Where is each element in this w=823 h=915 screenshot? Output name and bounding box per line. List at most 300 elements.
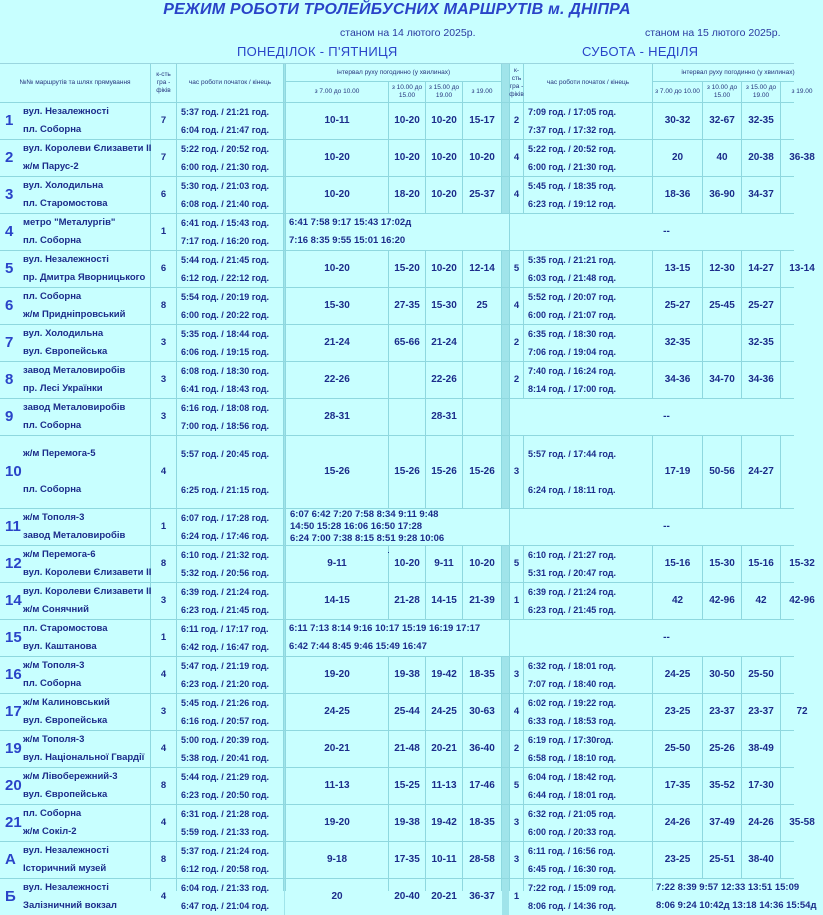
weekday-interval-2: 15-25 — [389, 768, 425, 804]
route-stops — [23, 842, 109, 878]
weekend-interval-4: 36-38 — [781, 140, 823, 176]
section-gap — [502, 325, 509, 361]
weekend-interval-2: 34-70 — [703, 362, 741, 398]
header-weekend-count: к-сть гра - фіків — [510, 64, 523, 102]
weekend-interval-1: 15-16 — [653, 546, 702, 582]
route-number: 7 — [5, 334, 14, 351]
route-stop-end: пл. Соборна — [23, 124, 82, 135]
weekday-interval-3: 10-20 — [426, 103, 462, 139]
route-number: 14 — [5, 592, 22, 609]
weekday-time-second: 6:47 год. / 21:04 год. — [181, 901, 269, 911]
route-number: 3 — [5, 186, 14, 203]
weekday-interval-1: 10-20 — [286, 177, 388, 213]
row-spacer — [284, 694, 285, 730]
route-stops — [23, 288, 125, 324]
section-gap — [502, 768, 509, 804]
route-cell — [0, 805, 150, 841]
weekday-time-first: 5:44 год. / 21:45 год. — [181, 255, 269, 265]
route-number: 1 — [5, 112, 14, 129]
weekend-interval-4: 13-14 — [781, 251, 823, 287]
weekend-times — [524, 657, 652, 693]
route-number: 6 — [5, 297, 14, 314]
weekday-interval-3: 20-21 — [426, 731, 462, 767]
weekday-interval-1: 24-25 — [286, 694, 388, 730]
weekday-interval-2: 21-28 — [389, 583, 425, 619]
weekend-times — [524, 583, 652, 619]
weekday-time-first: 5:57 год. / 20:45 год. — [181, 449, 269, 459]
header-weekend-slot-3: з 15.00 до 19.00 — [742, 82, 780, 102]
weekday-interval-4: 15-17 — [463, 103, 501, 139]
route-number: 16 — [5, 666, 22, 683]
weekday-time-second: 6:42 год. / 16:47 год. — [181, 642, 269, 652]
weekend-interval-2: 25-51 — [703, 842, 741, 878]
weekday-asof-date: станом на 14 лютого 2025р. — [340, 27, 476, 39]
weekday-count: 3 — [151, 583, 176, 619]
weekday-interval-4: 17-46 — [463, 768, 501, 804]
route-stop-end: ж/м Придніпровський — [23, 309, 126, 320]
weekday-interval-2: 20-40 — [389, 879, 425, 915]
weekday-interval-1: 11-13 — [286, 768, 388, 804]
weekday-time-first: 5:37 год. / 21:24 год. — [181, 846, 269, 856]
weekday-interval-2: 15-20 — [389, 251, 425, 287]
weekday-time-second: 6:41 год. / 18:43 год. — [181, 384, 269, 394]
route-stop-start: ж/м Тополя-3 — [23, 660, 85, 671]
weekend-times — [524, 879, 652, 915]
route-stop-end: ж/м Сонячний — [23, 604, 89, 615]
weekday-time-second: 6:06 год. / 19:15 год. — [181, 347, 269, 357]
weekday-times — [177, 251, 283, 287]
weekday-times — [177, 694, 283, 730]
weekday-interval-4: 10-20 — [463, 140, 501, 176]
weekend-no-service: -- — [510, 509, 823, 545]
route-stop-end: вул. Європейська — [23, 715, 108, 726]
weekend-interval-3: 14-27 — [742, 251, 780, 287]
row-spacer — [284, 214, 285, 250]
weekday-interval-3: 19-42 — [426, 657, 462, 693]
weekend-time-second: 6:23 год. / 21:45 год. — [528, 605, 616, 615]
weekend-time-first: 7:09 год. / 17:05 год. — [528, 107, 616, 117]
weekday-interval-4: 10-20 — [463, 546, 501, 582]
weekday-interval-1: 15-30 — [286, 288, 388, 324]
weekend-count: 4 — [510, 177, 523, 213]
row-spacer — [284, 657, 285, 693]
weekday-interval-3: 10-11 — [426, 842, 462, 878]
weekday-interval-3: 10-20 — [426, 177, 462, 213]
weekend-time-second: 6:00 год. / 20:33 год. — [528, 827, 616, 837]
route-cell — [0, 251, 150, 287]
weekend-interval-3: 15-16 — [742, 546, 780, 582]
weekday-interval-1: 9-11 — [286, 546, 388, 582]
weekend-time-second: 7:37 год. / 17:32 год. — [528, 125, 616, 135]
header-weekday-slot-3: з 15.00 до 19.00 — [426, 82, 462, 102]
route-stop-end: вул. Національної Гвардії — [23, 752, 145, 763]
route-number: 20 — [5, 777, 22, 794]
weekend-count: 4 — [510, 140, 523, 176]
weekend-interval-2: 15-30 — [703, 546, 741, 582]
section-gap — [502, 731, 509, 767]
weekend-times — [524, 805, 652, 841]
weekday-count: 8 — [151, 842, 176, 878]
schedule-table — [0, 64, 817, 911]
section-gap — [502, 140, 509, 176]
weekend-times — [524, 251, 652, 287]
weekday-interval-4: 36-37 — [463, 879, 501, 915]
weekend-time-second: 5:31 год. / 20:47 год. — [528, 568, 616, 578]
weekday-count: 7 — [151, 140, 176, 176]
weekday-count: 3 — [151, 325, 176, 361]
weekday-interval-4: 12-14 — [463, 251, 501, 287]
weekday-time-second: 5:59 год. / 21:33 год. — [181, 827, 269, 837]
route-stop-start: ж/м Тополя-3 — [23, 512, 85, 523]
weekday-interval-3: 20-21 — [426, 879, 462, 915]
weekday-interval-2: 19-38 — [389, 657, 425, 693]
weekday-departure-line: 7:16 8:35 9:55 15:01 16:20 — [289, 235, 406, 246]
weekday-interval-3: 11-13 — [426, 768, 462, 804]
weekday-count: 4 — [151, 731, 176, 767]
section-gap — [502, 879, 509, 915]
weekend-interval-3: 38-49 — [742, 731, 780, 767]
weekday-departure-line: 6:07 6:42 7:20 7:58 8:34 9:11 9:48 — [290, 509, 439, 520]
weekend-times — [524, 842, 652, 878]
route-stop-start: вул. Незалежності — [23, 882, 109, 893]
weekday-times — [177, 842, 283, 878]
weekday-time-first: 6:07 год. / 17:28 год. — [181, 513, 269, 523]
weekend-times — [524, 731, 652, 767]
weekday-time-second: 7:00 год. / 18:56 год. — [181, 421, 269, 431]
header-weekday-count: к-сть гра - фіків — [151, 64, 176, 102]
route-stops — [23, 214, 115, 250]
weekend-interval-3: 17-30 — [742, 768, 780, 804]
weekend-interval-4 — [781, 436, 823, 508]
weekday-times — [177, 731, 283, 767]
weekend-time-first: 6:32 год. / 21:05 год. — [528, 809, 616, 819]
row-spacer — [284, 362, 285, 398]
weekend-times — [524, 325, 652, 361]
weekend-interval-3: 25-27 — [742, 288, 780, 324]
weekday-departure-line: 6:42 7:44 8:45 9:46 15:49 16:47 — [289, 641, 427, 652]
row-spacer — [284, 288, 285, 324]
weekend-time-second: 7:06 год. / 19:04 год. — [528, 347, 616, 357]
weekend-interval-1: 17-19 — [653, 436, 702, 508]
header-weekend-slot-2: з 10.00 до 15.00 — [703, 82, 741, 102]
weekend-count: 5 — [510, 768, 523, 804]
weekday-count: 3 — [151, 399, 176, 435]
row-spacer — [284, 177, 285, 213]
header-weekend-slot-1: з 7.00 до 10.00 — [653, 82, 702, 102]
route-stop-end: вул. Європейська — [23, 346, 108, 357]
row-spacer — [284, 805, 285, 841]
route-stops — [23, 583, 151, 619]
route-cell — [0, 214, 150, 250]
route-stop-start: завод Металовиробів — [23, 402, 126, 413]
weekday-time-first: 6:16 год. / 18:08 год. — [181, 403, 269, 413]
section-gap — [502, 103, 509, 139]
header-route: №№ маршрутів та шлях прямування — [0, 64, 150, 102]
weekend-times — [524, 140, 652, 176]
weekday-time-second: 6:08 год. / 21:40 год. — [181, 199, 269, 209]
weekend-interval-4 — [781, 731, 823, 767]
weekend-no-service: -- — [510, 620, 823, 656]
weekday-times — [177, 214, 283, 250]
weekend-time-second: 6:00 год. / 21:30 год. — [528, 162, 616, 172]
weekday-time-second: 6:12 год. / 20:58 год. — [181, 864, 269, 874]
route-cell — [0, 583, 150, 619]
route-cell — [0, 325, 150, 361]
route-stop-end: пр. Лесі Українки — [23, 383, 103, 394]
weekend-count: 1 — [510, 879, 523, 915]
weekend-interval-2: 30-50 — [703, 657, 741, 693]
weekend-times — [524, 694, 652, 730]
weekend-interval-3: 24-26 — [742, 805, 780, 841]
weekend-count: 3 — [510, 842, 523, 878]
weekend-interval-1: 13-15 — [653, 251, 702, 287]
weekday-interval-2: 25-44 — [389, 694, 425, 730]
weekday-section-label: ПОНЕДІЛОК - П'ЯТНИЦЯ — [237, 44, 398, 59]
route-cell — [0, 362, 150, 398]
route-cell — [0, 694, 150, 730]
weekday-time-first: 5:35 год. / 18:44 год. — [181, 329, 269, 339]
section-gap — [502, 177, 509, 213]
section-gap — [502, 436, 509, 508]
route-number: 9 — [5, 408, 14, 425]
weekend-times — [524, 288, 652, 324]
weekday-departure-line: 14:50 15:28 16:06 16:50 17:28 — [290, 521, 423, 532]
weekday-time-second: 6:23 год. / 21:45 год. — [181, 605, 269, 615]
route-number: 17 — [5, 703, 22, 720]
row-spacer — [284, 325, 285, 361]
weekend-interval-1: 20 — [653, 140, 702, 176]
row-spacer — [284, 731, 285, 767]
header-weekday-slot-1: з 7.00 до 10.00 — [286, 82, 388, 102]
weekday-interval-2: 10-20 — [389, 546, 425, 582]
weekend-time-first: 6:11 год. / 16:56 год. — [528, 846, 616, 856]
weekend-interval-3: 24-27 — [742, 436, 780, 508]
route-number: 4 — [5, 223, 14, 240]
weekday-count: 4 — [151, 879, 176, 915]
weekend-interval-2: 23-37 — [703, 694, 741, 730]
weekend-time-first: 6:19 год. / 17:30год. — [528, 735, 614, 745]
weekday-time-second: 7:17 год. / 16:20 год. — [181, 236, 269, 246]
weekday-times — [177, 805, 283, 841]
route-stops — [23, 436, 96, 508]
row-spacer — [284, 583, 285, 619]
route-cell — [0, 879, 150, 915]
weekday-interval-2: 10-20 — [389, 103, 425, 139]
weekend-count: 2 — [510, 325, 523, 361]
weekend-count: 4 — [510, 288, 523, 324]
weekend-time-second: 6:33 год. / 18:53 год. — [528, 716, 616, 726]
route-stop-end: вул. Королеви Єлизавети II — [23, 567, 152, 578]
weekend-interval-3: 34-37 — [742, 177, 780, 213]
weekday-time-first: 5:30 год. / 21:03 год. — [181, 181, 269, 191]
page-title: РЕЖИМ РОБОТИ ТРОЛЕЙБУСНИХ МАРШРУТІВ м. ДНІПРА — [163, 1, 631, 18]
route-cell — [0, 768, 150, 804]
weekday-time-first: 5:22 год. / 20:52 год. — [181, 144, 269, 154]
route-stops — [23, 620, 108, 656]
route-stops — [23, 177, 108, 213]
header-weekend-time: час роботи початок / кінець — [524, 64, 652, 102]
weekday-interval-3: 10-20 — [426, 140, 462, 176]
route-stop-start: пл. Соборна — [23, 291, 82, 302]
route-stop-start: ж/м Калиновський — [23, 697, 110, 708]
row-spacer — [284, 140, 285, 176]
weekday-time-second: 6:25 год. / 21:15 год. — [181, 485, 269, 495]
route-stop-start: ж/м Перемога-6 — [23, 549, 96, 560]
route-stops — [23, 768, 118, 804]
route-stop-start: ж/м Лівобережний-3 — [23, 771, 118, 782]
section-gap — [502, 805, 509, 841]
section-gap — [502, 842, 509, 878]
route-stop-end: пр. Дмитра Яворницького — [23, 272, 146, 283]
weekend-times — [524, 177, 652, 213]
weekend-time-first: 6:32 год. / 18:01 год. — [528, 661, 616, 671]
weekend-count: 5 — [510, 251, 523, 287]
header-weekday-interval: інтервал руху погодинно (у хвилинах) — [286, 64, 501, 81]
route-stop-start: вул. Незалежності — [23, 106, 109, 117]
weekday-time-second: 5:32 год. / 20:56 год. — [181, 568, 269, 578]
weekday-interval-2: 10-20 — [389, 140, 425, 176]
weekday-time-second: 6:24 год. / 17:46 год. — [181, 531, 269, 541]
weekend-interval-4 — [781, 325, 823, 361]
section-gap — [502, 64, 509, 102]
weekend-interval-4 — [781, 768, 823, 804]
weekday-time-second: 6:00 год. / 20:22 год. — [181, 310, 269, 320]
weekend-interval-1: 23-25 — [653, 842, 702, 878]
route-number: А — [5, 851, 16, 868]
weekday-count: 6 — [151, 251, 176, 287]
weekday-time-first: 5:54 год. / 20:19 год. — [181, 292, 269, 302]
route-number: 10 — [5, 463, 22, 480]
weekend-interval-1: 17-35 — [653, 768, 702, 804]
route-stops — [23, 879, 117, 915]
route-stop-start: завод Металовиробів — [23, 365, 126, 376]
weekday-times — [177, 436, 283, 508]
route-stops — [23, 546, 151, 582]
weekend-interval-4 — [781, 842, 823, 878]
weekday-count: 1 — [151, 214, 176, 250]
weekend-count: 3 — [510, 657, 523, 693]
route-cell — [0, 140, 150, 176]
route-stop-start: пл. Соборна — [23, 808, 82, 819]
weekday-count: 3 — [151, 694, 176, 730]
route-stops — [23, 694, 110, 730]
weekend-interval-2: 42-96 — [703, 583, 741, 619]
header-weekend-slot-4: з 19.00 — [781, 82, 823, 102]
weekday-interval-1: 22-26 — [286, 362, 388, 398]
weekday-count: 7 — [151, 103, 176, 139]
weekend-interval-1: 25-27 — [653, 288, 702, 324]
weekday-interval-1: 10-20 — [286, 251, 388, 287]
weekday-time-first: 6:39 год. / 21:24 год. — [181, 587, 269, 597]
weekday-times — [177, 325, 283, 361]
weekend-interval-2: 36-90 — [703, 177, 741, 213]
weekday-count: 8 — [151, 768, 176, 804]
weekday-interval-4 — [463, 399, 501, 435]
weekend-time-second: 6:24 год. / 18:11 год. — [528, 485, 616, 495]
route-number: 21 — [5, 814, 22, 831]
weekday-time-second: 6:04 год. / 21:47 год. — [181, 125, 269, 135]
route-cell — [0, 436, 150, 508]
route-stop-start: вул. Незалежності — [23, 845, 109, 856]
weekend-times — [524, 103, 652, 139]
weekday-interval-2 — [389, 399, 425, 435]
weekday-interval-1: 15-26 — [286, 436, 388, 508]
weekday-time-first: 5:47 год. / 21:19 год. — [181, 661, 269, 671]
weekend-interval-2: 25-26 — [703, 731, 741, 767]
weekday-times — [177, 288, 283, 324]
weekday-interval-1: 19-20 — [286, 657, 388, 693]
weekday-interval-1: 20-21 — [286, 731, 388, 767]
weekday-time-second: 6:16 год. / 20:57 год. — [181, 716, 269, 726]
route-stops — [23, 509, 125, 545]
weekday-interval-3: 15-30 — [426, 288, 462, 324]
weekend-interval-4: 35-58 — [781, 805, 823, 841]
weekday-departure-line: 6:24 7:00 7:38 8:15 8:51 9:28 10:06 — [290, 533, 445, 544]
weekend-section-label: СУБОТА - НЕДІЛЯ — [582, 44, 699, 59]
weekday-count: 3 — [151, 362, 176, 398]
weekday-interval-1: 21-24 — [286, 325, 388, 361]
route-stop-start: ж/м Перемога-5 — [23, 448, 96, 459]
route-cell — [0, 657, 150, 693]
weekday-time-first: 5:44 год. / 21:29 год. — [181, 772, 269, 782]
weekend-interval-1: 32-35 — [653, 325, 702, 361]
row-spacer — [284, 546, 285, 582]
row-spacer — [284, 620, 285, 656]
route-cell — [0, 177, 150, 213]
weekday-interval-1: 14-15 — [286, 583, 388, 619]
route-stop-start: вул. Холодильна — [23, 328, 104, 339]
weekday-time-second: 6:00 год. / 21:30 год. — [181, 162, 269, 172]
weekend-time-first: 5:22 год. / 20:52 год. — [528, 144, 616, 154]
route-stop-end: пл. Соборна — [23, 235, 82, 246]
weekend-interval-3: 23-37 — [742, 694, 780, 730]
weekday-count: 8 — [151, 546, 176, 582]
weekend-time-first: 5:52 год. / 20:07 год. — [528, 292, 616, 302]
weekday-interval-1: 10-11 — [286, 103, 388, 139]
header-weekday-slot-4: з 19.00 — [463, 82, 501, 102]
section-gap — [502, 399, 509, 435]
weekend-time-second: 6:00 год. / 21:07 год. — [528, 310, 616, 320]
route-stop-start: ж/м Тополя-3 — [23, 734, 85, 745]
weekend-interval-4 — [781, 362, 823, 398]
weekend-times — [524, 768, 652, 804]
weekday-count: 4 — [151, 436, 176, 508]
weekend-times — [524, 546, 652, 582]
route-number: 12 — [5, 555, 22, 572]
weekday-interval-2: 17-35 — [389, 842, 425, 878]
weekend-interval-4 — [781, 288, 823, 324]
weekend-interval-3: 38-40 — [742, 842, 780, 878]
weekend-time-first: 6:35 год. / 18:30 год. — [528, 329, 616, 339]
weekday-interval-2: 65-66 — [389, 325, 425, 361]
weekday-time-first: 5:37 год. / 21:21 год. — [181, 107, 269, 117]
weekday-interval-4: 25 — [463, 288, 501, 324]
weekend-interval-1: 24-26 — [653, 805, 702, 841]
route-stop-start: пл. Старомостова — [23, 623, 108, 634]
route-stop-end: пл. Соборна — [23, 420, 82, 431]
weekday-interval-1: 10-20 — [286, 140, 388, 176]
weekend-interval-4 — [781, 177, 823, 213]
route-number: 19 — [5, 740, 22, 757]
weekday-time-first: 6:04 год. / 21:33 год. — [181, 883, 269, 893]
section-gap — [502, 694, 509, 730]
weekday-count: 1 — [151, 620, 176, 656]
section-gap — [502, 288, 509, 324]
header-weekday-time: час роботи початок / кінець — [177, 64, 283, 102]
weekend-time-first: 7:40 год. / 16:24 год. — [528, 366, 616, 376]
weekday-times — [177, 768, 283, 804]
weekend-no-service: -- — [510, 214, 823, 250]
